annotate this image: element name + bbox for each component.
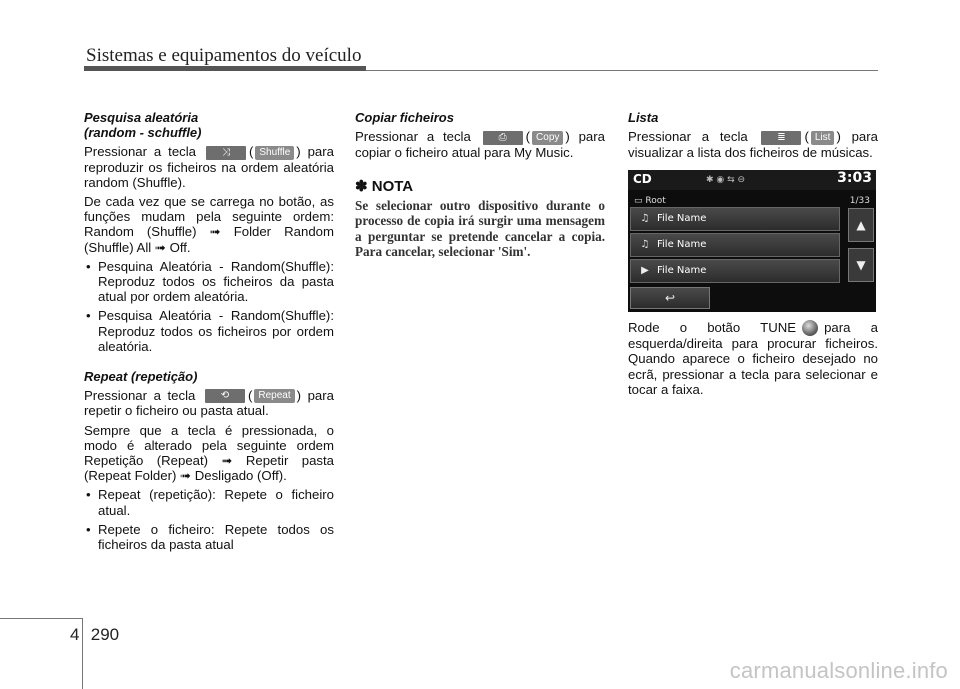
screen-track-count: 1/33 xyxy=(849,195,870,206)
site-watermark: carmanualsonline.info xyxy=(729,658,948,683)
repeat-instruction: Pressionar a tecla ⟲ ( Repeat ) para repetir o ficheiro ou pasta atual. xyxy=(84,387,334,419)
header-rule-thick xyxy=(84,66,366,71)
copy-heading: Copiar ficheiros xyxy=(355,110,454,125)
shuffle-bullet-2: • Pesquisa Aleatória - Random(Shuffle): Reproduz todos os ficheiros por ordem aleatória. xyxy=(84,308,334,354)
repeat-bullet-1: • Repeat (repetição): Repete o ficheiro atual. xyxy=(84,487,334,517)
folder-icon: ▭ xyxy=(634,195,646,206)
column-right xyxy=(628,110,878,397)
file-row[interactable]: ♫ File Name xyxy=(630,233,840,257)
cd-list-screen xyxy=(628,170,876,312)
repeat-bullet-2: • Repete o ficheiro: Repete todos os ficheiros da pasta atual xyxy=(84,522,334,552)
shuffle-instruction: Pressionar a tecla ⤨ ( Shuffle ) para reproduzir os ficheiros na ordem aleatória random (Shuffle). xyxy=(84,144,334,190)
tune-knob-icon xyxy=(802,320,818,336)
file-row[interactable]: ♫ File Name xyxy=(630,207,840,231)
list-label-badge: List xyxy=(811,131,835,145)
screen-folder: ▭ Root xyxy=(634,195,666,206)
shuffle-subheading: (random - schuffle) xyxy=(84,125,202,140)
column-middle xyxy=(355,110,605,260)
note-body: Se selecionar outro dispositivo durante o processo de copia irá surgir uma mensagem a perguntar se pretende cancelar a copia. Para cancelar, selecionar 'Sim'. xyxy=(355,197,605,260)
copy-icon: ⎙ xyxy=(483,131,523,145)
page-number-value: 290 xyxy=(90,625,120,644)
page-header-title: Sistemas e equipamentos do veículo xyxy=(86,45,362,66)
repeat-heading: Repeat (repetição) xyxy=(84,368,198,384)
chapter-number: 4 xyxy=(70,625,80,644)
music-note-icon: ♫ xyxy=(640,238,650,250)
shuffle-bullet-1: • Pesquina Aleatória - Random(Shuffle): Reproduz todos os ficheiros da pasta atual por ordem aleatória. xyxy=(84,259,334,305)
file-row[interactable]: ▶ File Name xyxy=(630,259,840,283)
list-icon: ≣ xyxy=(761,131,801,145)
footer-rule-horizontal xyxy=(0,618,82,619)
header-rule-thin xyxy=(366,70,878,71)
play-icon: ▶ xyxy=(641,264,649,276)
list-heading: Lista xyxy=(628,110,659,125)
shuffle-icon: ⤨ xyxy=(206,146,246,160)
repeat-label-badge: Repeat xyxy=(254,389,294,403)
tune-instruction: Rode o botão TUNE para a esquerda/direita para procurar ficheiros. Quando aparece o ficheiro desejado no ecrã, pressionar a tecla para selecionar e tocar a faixa. xyxy=(628,319,878,397)
note-title: ✽ NOTA xyxy=(355,177,414,195)
column-left xyxy=(84,110,334,552)
screen-clock: 3:03 xyxy=(837,169,872,186)
status-icons: ✱ ◉ ⇆ ⊖ xyxy=(706,174,746,185)
music-note-icon: ♫ xyxy=(640,212,650,224)
copy-label-badge: Copy xyxy=(532,131,563,145)
repeat-icon: ⟲ xyxy=(205,389,245,403)
shuffle-heading: Pesquisa aleatória xyxy=(84,110,199,125)
shuffle-order-text: De cada vez que se carrega no botão, as funções mudam pela seguinte ordem: Random (Shuffle) ➟ Folder Random (Shuffle) All ➟ Off. xyxy=(84,193,334,255)
scroll-down-button[interactable]: ▼ xyxy=(848,248,874,282)
repeat-order-text: Sempre que a tecla é pressionada, o modo é alterado pela seguinte ordem Repetição (Repeat) ➟ Repetir pasta (Repeat Folder) ➟ Desligado (Off). xyxy=(84,422,334,484)
scroll-up-button[interactable]: ▲ xyxy=(848,208,874,242)
page-number xyxy=(70,625,119,645)
screen-source-label: CD xyxy=(633,171,652,186)
list-instruction: Pressionar a tecla ≣ ( List ) para visualizar a lista dos ficheiros de músicas. xyxy=(628,129,878,160)
shuffle-label-badge: Shuffle xyxy=(255,146,294,160)
copy-instruction: Pressionar a tecla ⎙ ( Copy ) para copiar o ficheiro atual para My Music. xyxy=(355,129,605,160)
back-button[interactable]: ↩ xyxy=(630,287,710,309)
